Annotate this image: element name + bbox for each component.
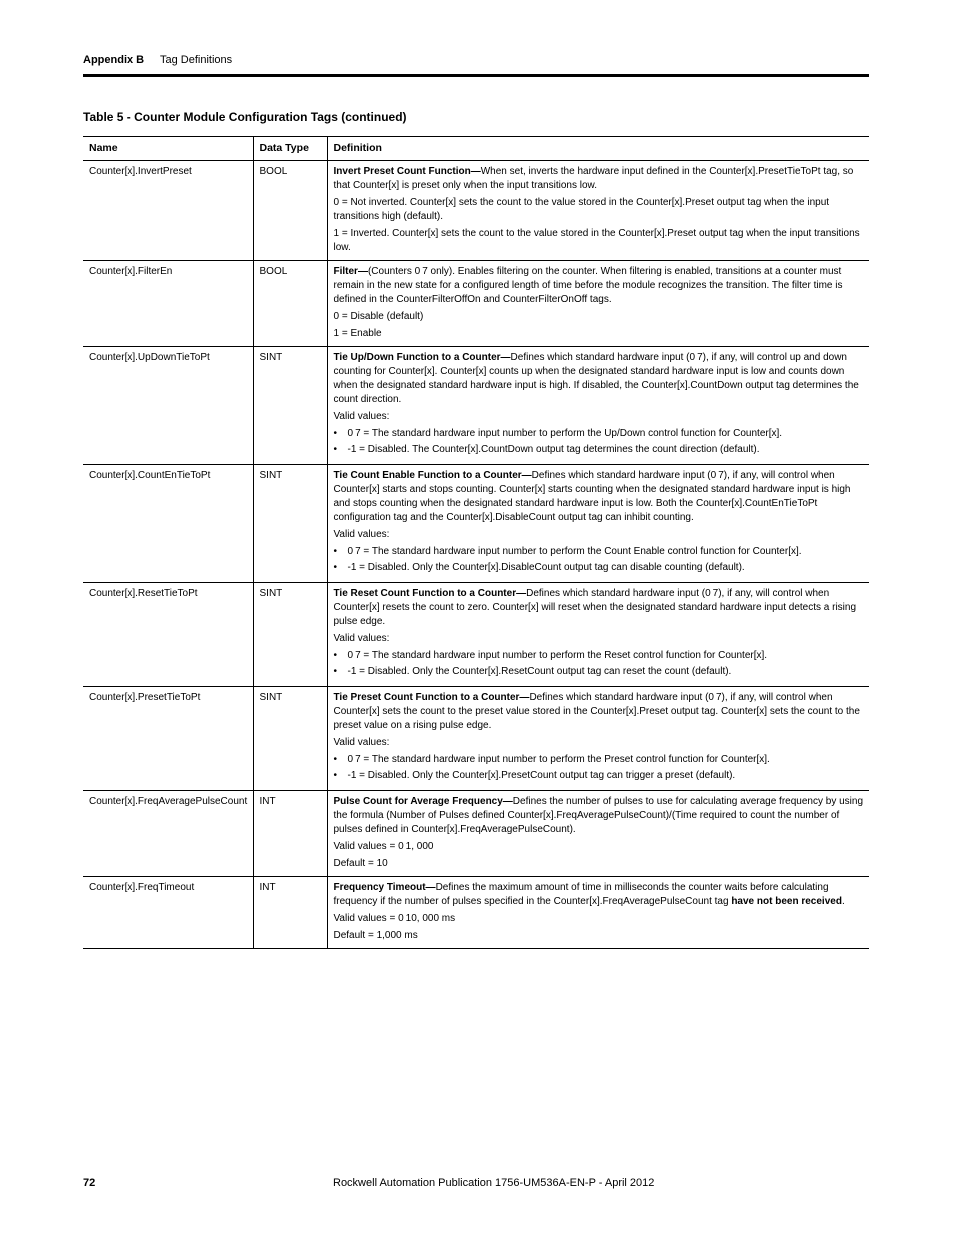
definition-paragraph [334,351,864,407]
definition-lead: Pulse Count for Average Frequency— [333,796,513,807]
bullet-icon: • [333,546,338,557]
tag-name-cell: Counter[x].FreqAveragePulseCount [83,791,253,877]
column-header-definition: Definition [327,137,869,161]
definition-paragraph [334,840,864,854]
publication-info: Rockwell Automation Publication 1756-UM536A-EN-P - April 2012 [333,1177,655,1189]
definition-text: Defines the maximum amount of time in milliseconds the counter waits before calculating frequency if the number of pulses specified in the Counter[x].FreqAveragePulseCount tag [333,882,829,907]
definition-text: . [841,896,845,907]
definition-text: When set, inverts the hardware input defined in the Counter[x].PresetTieToPt tag, so that Counter[x] is preset only when the input transitions low. [333,166,854,191]
tag-name-cell: Counter[x].UpDownTieToPt [83,347,253,465]
definition-text: Defines which standard hardware input (0 7), if any, will control when Counter[x] sets the count to the preset value stored in the Counter[x].Preset output tag. Counter[x] sets the count to the preset value on a rising pulse edge. [333,692,860,731]
bullet-icon: • [333,770,338,781]
table-body [83,161,869,949]
definition-paragraph [334,327,864,341]
definition-text: Valid values = 0 1, 000 [333,841,434,852]
tag-name-cell: Counter[x].PresetTieToPt [83,687,253,791]
tag-name-cell: Counter[x].InvertPreset [89,166,192,177]
definition-paragraph [334,736,864,750]
list-item [334,443,864,457]
definition-text: Valid values: [333,737,390,748]
table-title: Table 5 - Counter Module Configuration Tags (continued) [83,110,407,124]
definition-text: Valid values: [333,411,390,422]
definition-paragraph [334,857,864,871]
valid-values-list [334,649,864,679]
table-row [83,465,869,583]
bullet-icon: • [333,562,338,573]
table-header-row [83,137,869,161]
bullet-icon: • [333,650,338,661]
definition-cell [327,791,869,877]
table-row [83,161,869,261]
definition-cell [327,877,869,949]
list-item [334,427,864,441]
definition-emphasis: have not been received [731,896,842,907]
definition-text: Default = 1,000 ms [333,930,418,941]
table-row [83,583,869,687]
definition-paragraph [334,587,864,629]
definition-paragraph [334,912,864,926]
valid-values-list [334,545,864,575]
definition-paragraph [334,165,864,193]
data-type-cell: BOOL [253,261,327,347]
bullet-icon: • [333,444,338,455]
data-type-cell: SINT [253,687,327,791]
definition-paragraph [334,929,864,943]
definition-text: 0 = Not inverted. Counter[x] sets the count to the value stored in the Counter[x].Preset output tag when the input transitions high (default). [333,197,830,222]
table-row [83,261,869,347]
list-item-text: -1 = Disabled. Only the Counter[x].PresetCount output tag can trigger a preset (default). [347,770,736,781]
data-type-cell: SINT [253,465,327,583]
tag-name-cell: Counter[x].CountEnTieToPt [83,465,253,583]
page-number: 72 [83,1177,96,1189]
definition-paragraph [334,196,864,224]
data-type-cell: SINT [253,347,327,465]
page-header [83,53,869,67]
data-type-cell: INT [253,877,327,949]
tag-name-cell: Counter[x].FilterEn [83,261,253,347]
tag-name-cell: Counter[x].FreqTimeout [83,877,253,949]
definition-cell [327,347,869,465]
definition-text: Defines which standard hardware input (0 7), if any, will control when Counter[x] resets the count to zero. Counter[x] will reset when the designated standard hardware input detects a rising pulse edge. [333,588,857,627]
column-header-name: Name [83,137,253,161]
definition-cell [327,583,869,687]
data-type-cell: SINT [253,583,327,687]
data-type-cell: INT [253,791,327,877]
definition-lead: Invert Preset Count Function— [333,166,481,177]
definition-paragraph [334,410,864,424]
header-rule [83,74,869,77]
list-item [334,769,864,783]
definition-text: 1 = Inverted. Counter[x] sets the count to the value stored in the Counter[x].Preset output tag when the input transitions low. [333,228,860,253]
list-item-text: -1 = Disabled. Only the Counter[x].DisableCount output tag can disable counting (default). [347,562,745,573]
definition-text: Defines which standard hardware input (0 7), if any, will control when Counter[x] starts and stops counting. Counter[x] starts counting when the designated standard hardware input is high and stops counting when the designated standard hardware input is low. Both the Counter[x].CountEnTieToPt configuration tag and the Counter[x].DisableCount output tag can inhibit counting. [333,470,851,523]
definition-text: Valid values = 0 10, 000 ms [333,913,456,924]
definition-text: Defines the number of pulses to use for calculating average frequency by using the formula (Number of Pulses defined Counter[x].FreqAveragePulseCount)/(Time required to count the number of pulses defined in Counter[x].FreqAveragePulseCount). [333,796,864,835]
list-item [334,649,864,663]
list-item [334,753,864,767]
definition-cell [327,465,869,583]
definition-text: (Counters 0 7 only). Enables filtering on the counter. When filtering is enabled, transitions at a counter must remain in the new state for a configured length of time before the module recognizes the transition. The filter time is defined in the CounterFilterOffOn and CounterFilterOnOff tags. [333,266,843,305]
definition-cell [327,261,869,347]
appendix-label: Appendix B [83,54,145,66]
definition-paragraph [334,227,864,255]
definition-paragraph [334,632,864,646]
definition-text: 0 = Disable (default) [333,311,424,322]
bullet-icon: • [333,754,338,765]
definition-lead: Filter— [333,266,368,277]
definition-text: Defines which standard hardware input (0 7), if any, will control up and down counting for Counter[x]. Counter[x] counts up when the designated standard hardware input is low and counts down when the designated standard hardware input is high. If disabled, the Counter[x].CountDown output tag determines the count direction. [333,352,859,405]
bullet-icon: • [333,666,338,677]
list-item-text: 0 7 = The standard hardware input number to perform the Up/Down control function for Counter[x]. [347,428,783,439]
valid-values-list [334,427,864,457]
list-item-text: 0 7 = The standard hardware input number to perform the Count Enable control function for Counter[x]. [347,546,802,557]
definition-paragraph [334,795,864,837]
list-item [334,561,864,575]
definition-lead: Tie Count Enable Function to a Counter— [333,470,532,481]
definition-text: 1 = Enable [333,328,382,339]
definition-lead: Tie Up/Down Function to a Counter— [333,352,511,363]
data-type-cell: BOOL [253,161,327,261]
column-header-data-type: Data Type [253,137,327,161]
list-item [334,545,864,559]
table-row [83,791,869,877]
definition-paragraph [334,881,864,909]
definition-lead: Tie Reset Count Function to a Counter— [333,588,527,599]
definition-cell [327,687,869,791]
list-item-text: 0 7 = The standard hardware input number to perform the Preset control function for Counter[x]. [347,754,770,765]
definition-paragraph [334,265,864,307]
definition-lead: Frequency Timeout— [333,882,436,893]
list-item [334,665,864,679]
definition-text: Default = 10 [333,858,388,869]
list-item-text: -1 = Disabled. Only the Counter[x].ResetCount output tag can reset the count (default). [347,666,732,677]
definition-paragraph [334,469,864,525]
table-row [83,347,869,465]
table-row [83,687,869,791]
definition-cell [327,161,869,261]
definition-text: Valid values: [333,529,390,540]
tag-name-cell: Counter[x].ResetTieToPt [83,583,253,687]
valid-values-list [334,753,864,783]
definition-paragraph [334,691,864,733]
definition-text: Valid values: [333,633,390,644]
section-title: Tag Definitions [160,54,233,66]
definition-paragraph [334,310,864,324]
list-item-text: -1 = Disabled. The Counter[x].CountDown output tag determines the count direction (default). [347,444,760,455]
table-row [83,877,869,949]
definition-lead: Tie Preset Count Function to a Counter— [333,692,530,703]
bullet-icon: • [333,428,338,439]
definition-paragraph [334,528,864,542]
counter-config-tags-table [83,136,869,949]
list-item-text: 0 7 = The standard hardware input number to perform the Reset control function for Counter[x]. [347,650,768,661]
